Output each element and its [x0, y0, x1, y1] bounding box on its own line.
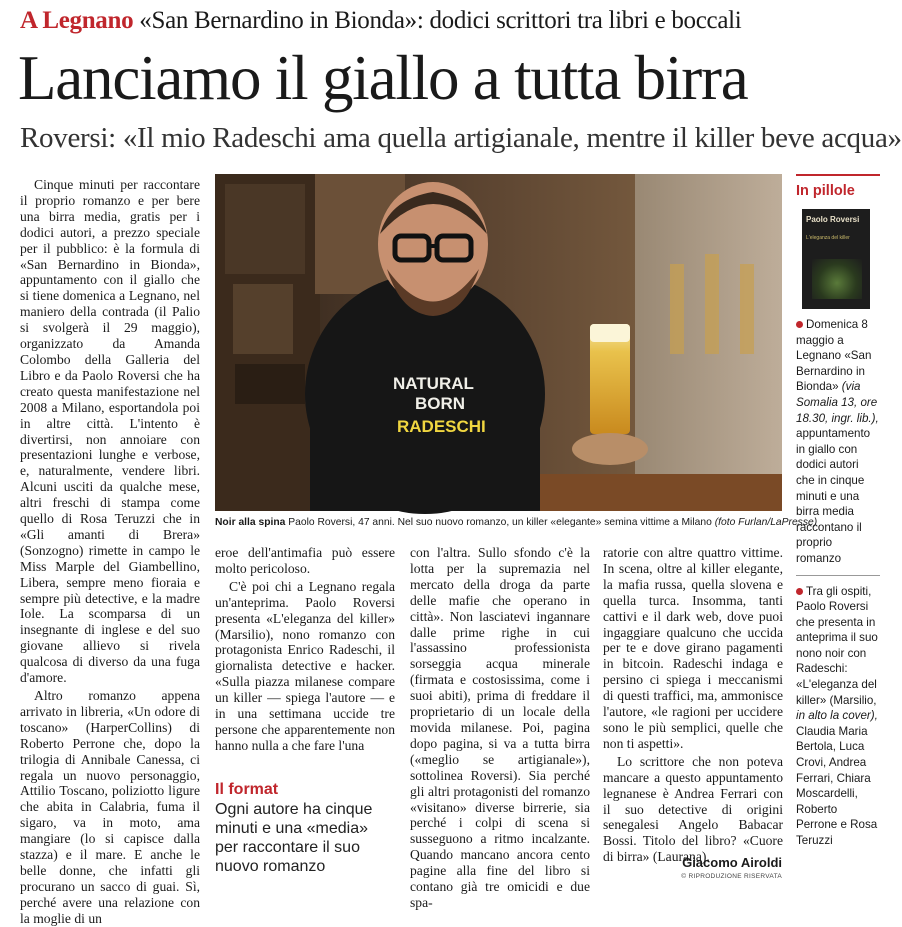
sidebar-in-pillole [796, 174, 880, 849]
format-text: Ogni autore ha cinque minuti e una «media» per raccontare il suo nuovo romanzo [215, 801, 373, 875]
format-title: Il format [215, 781, 279, 798]
caption-credit: (foto Furlan/LaPresse) [714, 517, 818, 528]
sidebar-item-2-rest: Claudia Maria Bertola, Luca Crovi, Andrea Ferrari, Chiara Moscardelli, Roberto Perrone e Rosa Teruzzi [796, 724, 878, 847]
sidebar-item-2-italic: in alto la cover), [796, 709, 878, 723]
article-paragraph: ratorie con altre quattro vittime. In scena, oltre al killer elegante, la mafia russa, quella slovena e quella turca. Insomma, tanti cattivi e il dark web, dove puoi ingaggiare qualcuno che uccida per te e dove girano pagamenti in bitcoin. Radeschi indaga e persino ci spiega i meccanismi di questi traffici, ma, ammonisce l'autore, «le ragioni per uccidere sono le più semplici, quelle che non ti aspetti». [603, 545, 783, 751]
photo-noir-alla-spina [215, 174, 782, 511]
tshirt-line-1: NATURAL [393, 374, 474, 393]
sidebar-item-1 [796, 317, 880, 567]
caption-title: Noir alla spina [215, 517, 286, 528]
sidebar-title: In pillole [796, 174, 880, 201]
article-column-4 [603, 545, 783, 865]
headline: Lanciamo il giallo a tutta birra [18, 43, 748, 113]
book-cover-image [802, 209, 870, 309]
sidebar-item-1-rest: appuntamento in giallo con dodici autori che in cinque minuti e una birra media raccontano il proprio romanzo [796, 427, 871, 565]
caption-text: Paolo Roversi, 47 anni. Nel suo nuovo romanzo, un killer «elegante» semina vittime a Milano [288, 517, 712, 528]
sidebar-divider [796, 575, 880, 576]
author-signature: Giacomo Airoldi [682, 855, 782, 870]
kicker [20, 5, 741, 37]
book-cover-author: Paolo Roversi [806, 215, 860, 224]
article-column-2 [215, 545, 395, 754]
photo-caption [215, 516, 818, 529]
kicker-location: A Legnano [20, 7, 134, 34]
article-paragraph: Cinque minuti per raccontare il proprio romanzo e per bere una birra media, gratis per i dodici autori, a prezzo speciale per il pubblico: è la formula di «San Bernardino in Bionda», appuntamento con il giallo che si tiene domenica a Legnano, nel maniero della contrada (il Palio si svolgerà il 29 maggio), organizzato da Amanda Colombo della Galleria del Libro e da Paolo Roversi che ha creato questa manifestazione nel 2008 a Milano, esportandola poi in altre città. L'intento è divertirsi, non annoiare con presentazioni lunghe e verbose, e, naturalmente, vendere libri. Alcuni usciti da qualche mese, altri freschi di stampa come quello di Rosa Teruzzi che in «Gli amanti di Brera» (Sonzogno) rimette in campo le Miss Marple del Giambellino, Libera, sempre meno fioraia e sempre più detective, e la madre Iole. La scomparsa di un insegnante di inglese e del suo giovane allievo si rivela qualcosa di diverso da una fuga d'amore. [20, 177, 200, 686]
book-cover-title: L'eleganza del killer [806, 235, 850, 241]
article-paragraph: Altro romanzo appena arrivato in libreria, «Un odore di toscano» (HarperCollins) di Roberto Perrone che, dopo la trilogia di Annibale Canessa, ci regala un nuovo personaggio, Attilio Toscano, poliziotto ligure che abita in Calabria, fuma il sigaro, va in moto, ama mangiare (lo si capisce dalla stazza) e il mare. E anche le belle donne, che infatti gli procurano un sacco di guai. Sì, perché avere una relazione con la moglie di un [20, 688, 200, 926]
article-column-3 [410, 545, 590, 911]
format-box [215, 780, 395, 876]
bullet-icon [796, 321, 803, 328]
article-paragraph: con l'altra. Sullo sfondo c'è la lotta per la supremazia nel mercato della droga da parte delle mafie che operano in città». Non lasciatevi ingannare dalle prime righe in cui l'assassino professionista sorseggia acqua minerale (firmata e costosissima, come i suoi abiti), prima di freddare il proprietario di un locale della movida milanese. Poi, pagina dopo pagina, si va a tutta birra («meglio se artigianale»), sottolinea Roversi). Sia perché gli altri protagonisti del romanzo «visitano» diverse birrerie, sia perché i colpi di scena si susseguono a ritmo incalzante. Quando mancano ancora cento pagine alla fine del libro si contano già tre omicidi e due spa- [410, 545, 590, 910]
rights-notice: © RIPRODUZIONE RISERVATA [681, 873, 782, 880]
article-column-1 [20, 177, 200, 927]
kicker-text: «San Bernardino in Bionda»: dodici scrittori tra libri e boccali [139, 7, 742, 34]
sidebar-item-2 [796, 584, 880, 849]
tshirt-line-2: BORN [415, 394, 466, 413]
photo-illustration [215, 174, 782, 511]
bullet-icon [796, 588, 803, 595]
tshirt-line-3: RADESCHI [397, 417, 486, 436]
subheadline: Roversi: «Il mio Radeschi ama quella artigianale, mentre il killer beve acqua» [20, 122, 902, 154]
article-paragraph: C'è poi chi a Legnano regala un'anteprima. Paolo Roversi presenta «L'eleganza del killer» (Marsilio), nono romanzo con protagonista Enrico Radeschi, il giornalista detective e hacker. «Sulla piazza milanese compare un killer — spiega l'autore — e in una settimana uccide tre persone che apparentemente non hanno nulla a che fare l'una [215, 578, 395, 753]
sidebar-item-2-text: Tra gli ospiti, Paolo Roversi che presenta in anteprima il suo nono noir con Radeschi: «L'eleganza del killer» (Marsilio, [796, 584, 878, 707]
article-paragraph: Lo scrittore che non poteva mancare a questo appuntamento legnanese è Andrea Ferrari con il suo detective di origini senegalesi Angelo Babacar Bossi. Titolo del libro? «Cuore di birra» (Laurana). [603, 753, 783, 865]
sidebar-item-1-italic: (via Somalia 13, ore 18.30, ingr. lib.), [796, 380, 879, 425]
sidebar-item-1-text: Domenica 8 maggio a Legnano «San Bernardino in Bionda» [796, 318, 872, 394]
article-paragraph: eroe dell'antimafia può essere molto pericoloso. [215, 545, 395, 576]
